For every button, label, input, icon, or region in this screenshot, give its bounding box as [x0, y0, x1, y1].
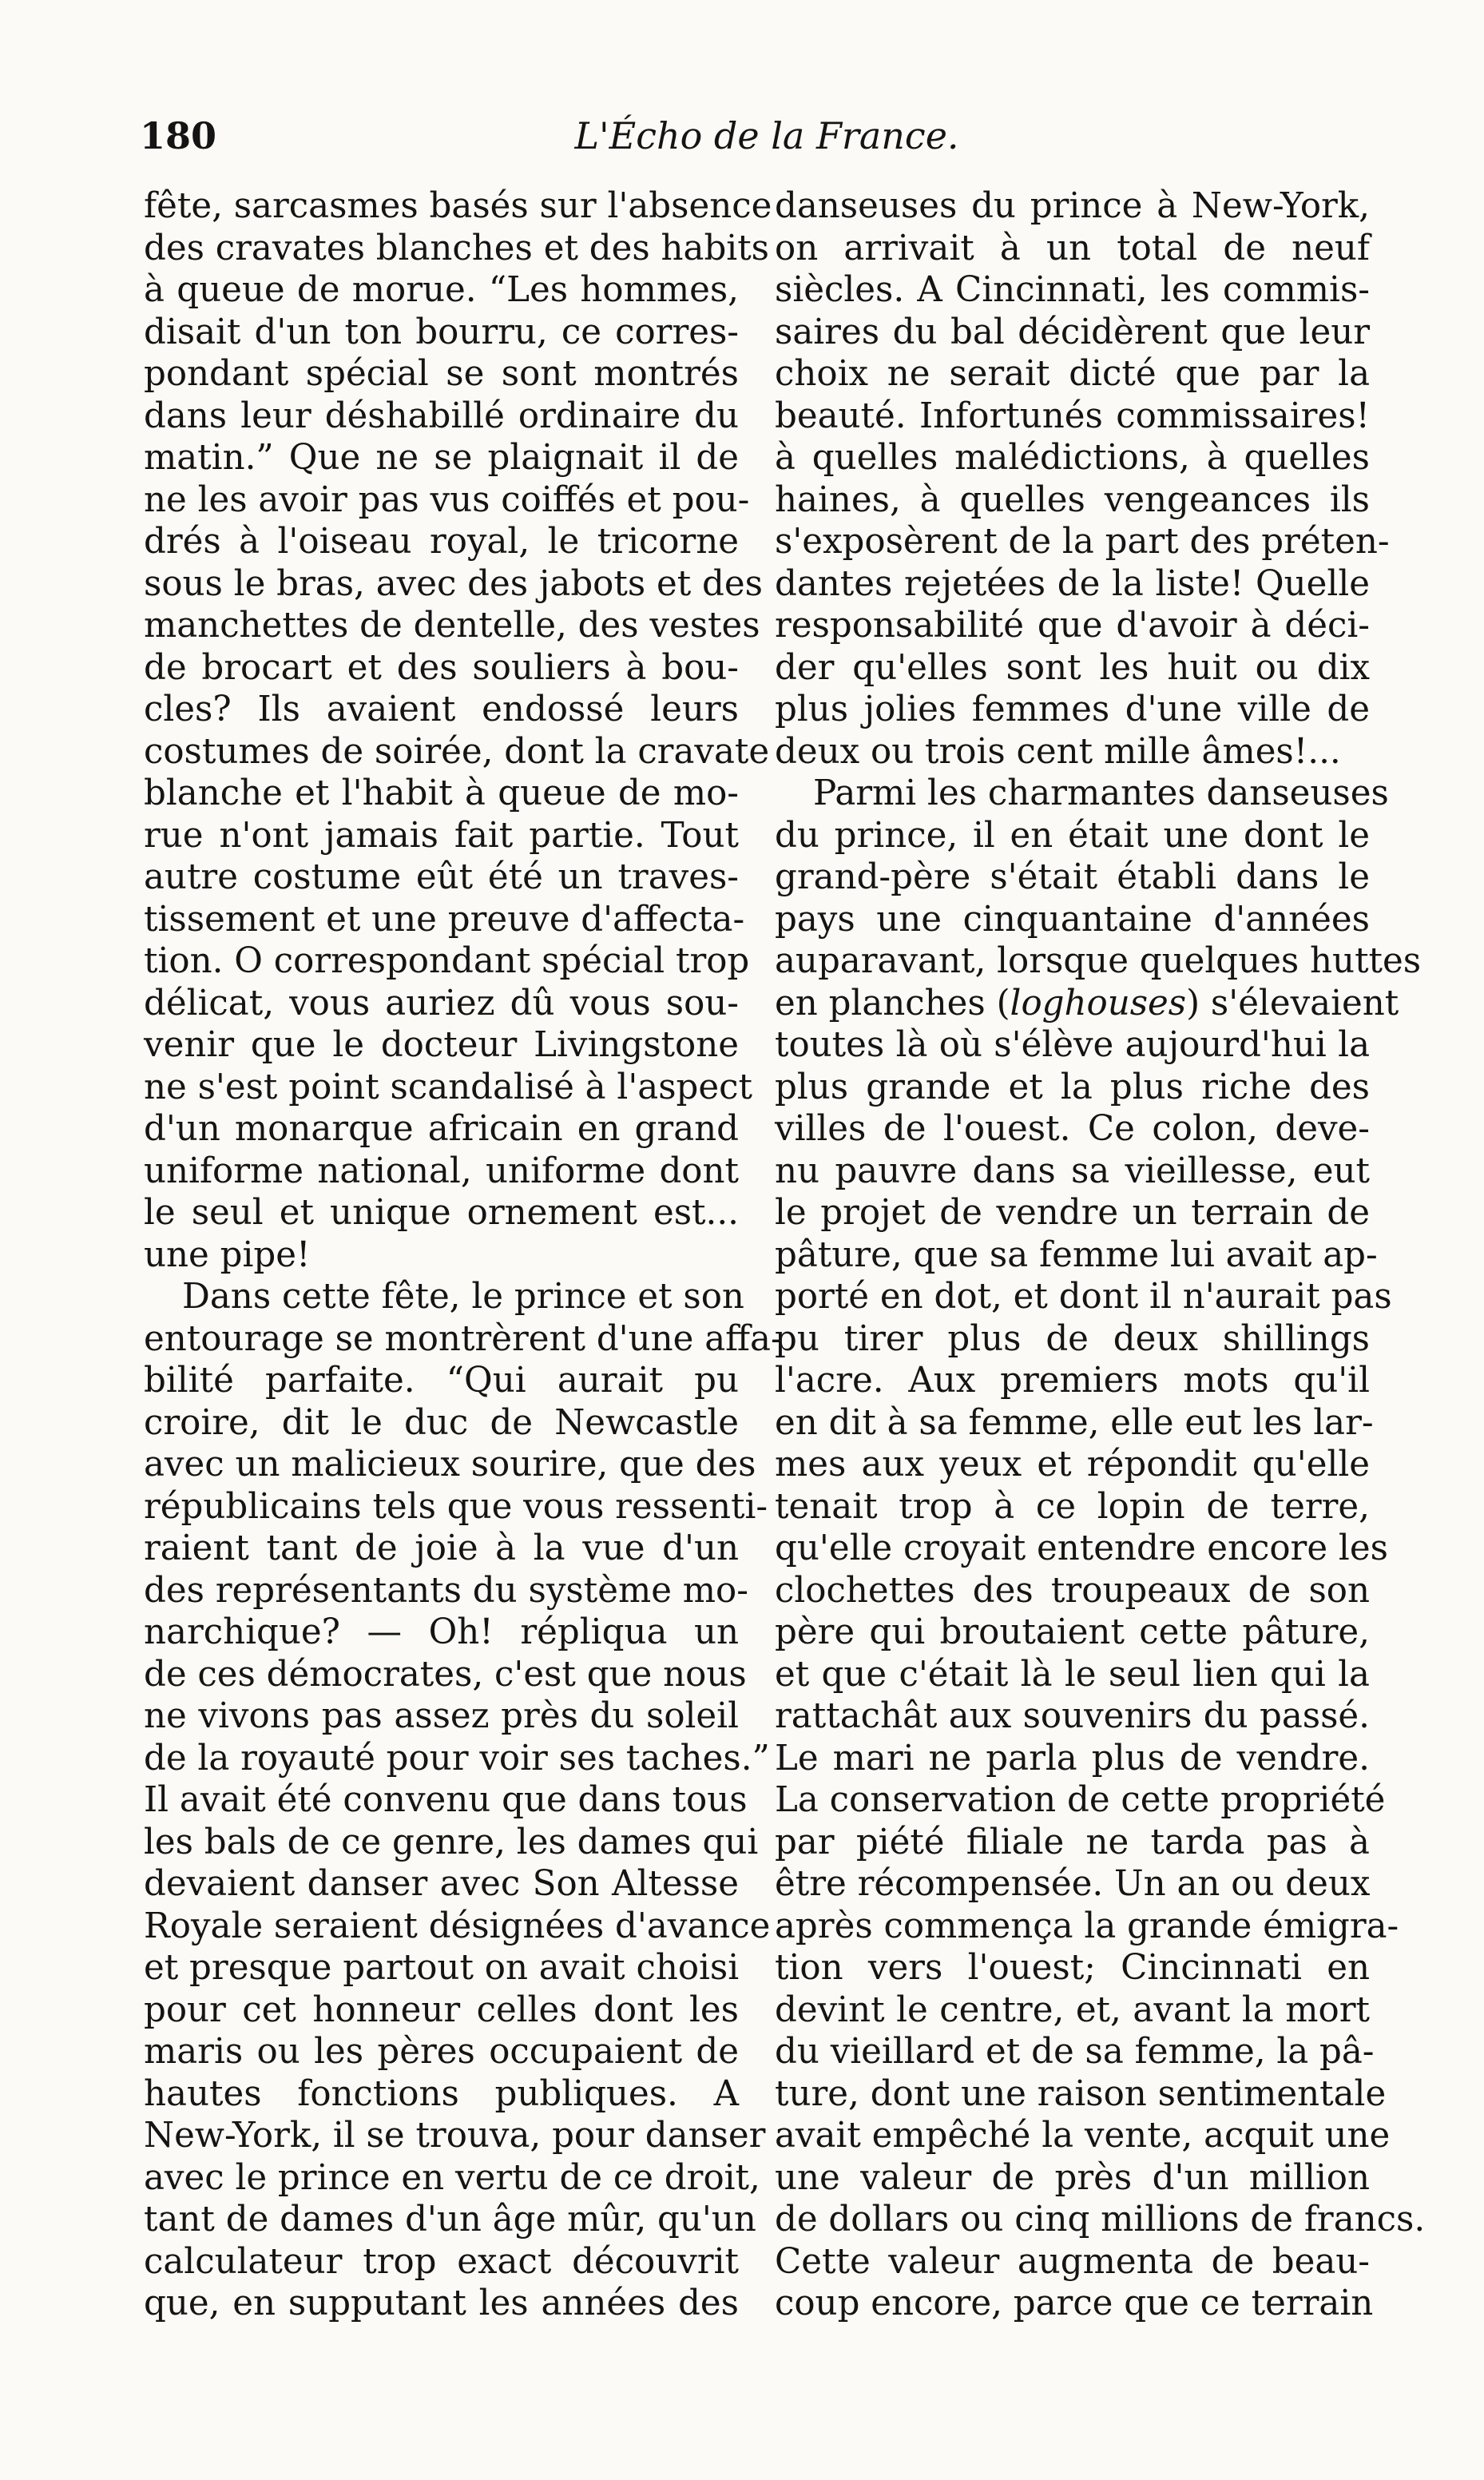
text-line: délicat, vous auriez dû vous sou- — [144, 983, 739, 1023]
text-line: que, en supputant les années des — [144, 2283, 739, 2323]
text-line: cles? Ils avaient endossé leurs — [144, 690, 739, 729]
text-line: der qu'elles sont les huit ou dix — [775, 647, 1370, 688]
text-line: rattachât aux souvenirs du passé. — [775, 1696, 1370, 1736]
text-line: bilité parfaite. “Qui aurait pu — [144, 1361, 739, 1401]
page-number: 180 — [140, 114, 217, 157]
text-line: matin.” Que ne se plaignait il de — [144, 438, 739, 478]
text-line: dans leur déshabillé ordinaire du — [144, 395, 739, 436]
text-line: dantes rejetées de la liste! Quelle — [775, 563, 1370, 604]
text-line: pondant spécial se sont montrés — [144, 354, 739, 394]
text-line: ne les avoir pas vus coiffés et pou- — [144, 479, 750, 520]
text-line: une valeur de près d'un million — [775, 2157, 1370, 2198]
text-line: après commença la grande émigra- — [775, 1906, 1399, 1946]
text-line: s'exposèrent de la part des préten- — [775, 522, 1390, 562]
text-line: danseuses du prince à New-York, — [775, 186, 1370, 226]
text-line: avec un malicieux sourire, que des — [144, 1445, 756, 1484]
text-line: tion. O correspondant spécial trop — [144, 941, 750, 981]
right-text-column — [775, 185, 1426, 2325]
text-line: toutes là où s'élève aujourd'hui la — [775, 1025, 1370, 1065]
text-line: le projet de vendre un terrain de — [775, 1193, 1370, 1233]
text-line: tissement et une preuve d'affecta- — [144, 899, 745, 940]
text-line: porté en dot, et dont il n'aurait pas — [775, 1277, 1392, 1317]
text-line: deux ou trois cent mille âmes!... — [775, 731, 1341, 772]
text-line: saires du bal décidèrent que leur — [775, 312, 1370, 352]
text-line: de ces démocrates, c'est que nous — [144, 1654, 747, 1695]
text-line: calculateur trop exact découvrit — [144, 2241, 739, 2282]
text-line: ne s'est point scandalisé à l'aspect — [144, 1067, 752, 1107]
text-line: en planches (loghouses) s'élevaient — [775, 983, 1399, 1023]
text-line: Royale seraient désignées d'avance — [144, 1906, 771, 1946]
text-line: pu tirer plus de deux shillings — [775, 1318, 1370, 1359]
text-line: père qui broutaient cette pâture, — [775, 1612, 1370, 1652]
text-line: La conservation de cette propriété — [775, 1780, 1386, 1820]
text-line: en dit à sa femme, elle eut les lar- — [775, 1402, 1374, 1443]
text-line: New-York, il se trouva, pour danser — [144, 2116, 766, 2156]
text-line: tant de dames d'un âge mûr, qu'un — [144, 2200, 756, 2240]
text-line: narchique? — Oh! répliqua un — [144, 1612, 739, 1652]
text-line: choix ne serait dicté que par la — [775, 354, 1370, 394]
text-line: Dans cette fête, le prince et son — [182, 1277, 744, 1317]
text-line: à quelles malédictions, à quelles — [775, 438, 1370, 478]
text-line: être récompensée. Un an ou deux — [775, 1864, 1371, 1904]
text-line: républicains tels que vous ressenti- — [144, 1486, 768, 1527]
page-header — [140, 112, 1394, 168]
text-line: des cravates blanches et des habits — [144, 228, 769, 268]
text-line: par piété filiale ne tarda pas à — [775, 1822, 1370, 1862]
text-line: fête, sarcasmes basés sur l'absence — [144, 186, 772, 226]
left-text-column — [144, 185, 783, 2325]
text-line: avec le prince en vertu de ce droit, — [144, 2157, 760, 2198]
text-line: auparavant, lorsque quelques huttes — [775, 941, 1422, 981]
text-line: devint le centre, et, avant la mort — [775, 1989, 1370, 2030]
text-line: du prince, il en était une dont le — [775, 815, 1370, 856]
text-line: autre costume eût été un traves- — [144, 857, 739, 897]
text-line: tion vers l'ouest; Cincinnati en — [775, 1948, 1370, 1988]
text-line: blanche et l'habit à queue de mo- — [144, 773, 739, 813]
text-line: grand-père s'était établi dans le — [775, 857, 1370, 897]
text-line: beauté. Infortunés commissaires! — [775, 395, 1370, 436]
text-line: mes aux yeux et répondit qu'elle — [775, 1445, 1370, 1484]
text-line: on arrivait à un total de neuf — [775, 228, 1370, 268]
text-line: clochettes des troupeaux de son — [775, 1570, 1370, 1611]
text-line: haines, à quelles vengeances ils — [775, 479, 1370, 520]
text-line: sous le bras, avec des jabots et des — [144, 563, 763, 604]
text-line: rue n'ont jamais fait partie. Tout — [144, 815, 739, 856]
text-line: Cette valeur augmenta de beau- — [775, 2241, 1370, 2282]
text-line: Parmi les charmantes danseuses — [813, 773, 1389, 813]
text-line: Il avait été convenu que dans tous — [144, 1780, 748, 1820]
text-line: venir que le docteur Livingstone — [144, 1025, 739, 1065]
text-line: drés à l'oiseau royal, le tricorne — [144, 522, 739, 562]
text-line: entourage se montrèrent d'une affa- — [144, 1318, 783, 1359]
text-line: costumes de soirée, dont la cravate — [144, 731, 770, 772]
text-line: de dollars ou cinq millions de francs. — [775, 2200, 1426, 2240]
text-line: de la royauté pour voir ses taches.” — [144, 1738, 770, 1779]
text-line: à queue de morue. “Les hommes, — [144, 270, 739, 310]
text-line: d'un monarque africain en grand — [144, 1109, 739, 1149]
text-line: manchettes de dentelle, des vestes — [144, 606, 760, 646]
text-line: villes de l'ouest. Ce colon, deve- — [775, 1109, 1370, 1149]
text-line: tenait trop à ce lopin de terre, — [775, 1486, 1370, 1527]
text-line: et presque partout on avait choisi — [144, 1948, 740, 1988]
text-line: plus jolies femmes d'une ville de — [775, 690, 1370, 729]
text-line: l'acre. Aux premiers mots qu'il — [775, 1361, 1370, 1401]
text-line: devaient danser avec Son Altesse — [144, 1864, 739, 1904]
text-line: uniforme national, uniforme dont — [144, 1151, 739, 1191]
text-line: pâture, que sa femme lui avait ap- — [775, 1234, 1378, 1275]
text-line: nu pauvre dans sa vieillesse, eut — [775, 1151, 1370, 1191]
text-line: une pipe! — [144, 1234, 311, 1275]
text-line: le seul et unique ornement est... — [144, 1193, 739, 1233]
text-line: qu'elle croyait entendre encore les — [775, 1528, 1388, 1568]
text-line: responsabilité que d'avoir à déci- — [775, 606, 1370, 646]
text-line: pour cet honneur celles dont les — [144, 1989, 739, 2030]
text-line: plus grande et la plus riche des — [775, 1067, 1370, 1107]
italic-term: loghouses — [1010, 983, 1187, 1023]
text-line: maris ou les pères occupaient de — [144, 2032, 739, 2072]
text-line: les bals de ce genre, les dames qui — [144, 1822, 759, 1862]
text-line: Le mari ne parla plus de vendre. — [775, 1738, 1370, 1779]
text-line: coup encore, parce que ce terrain — [775, 2283, 1374, 2323]
text-line: pays une cinquantaine d'années — [775, 899, 1370, 940]
text-line: siècles. A Cincinnati, les commis- — [775, 270, 1370, 310]
text-line: ture, dont une raison sentimentale — [775, 2073, 1387, 2114]
text-line: ne vivons pas assez près du soleil — [144, 1696, 739, 1736]
text-line: disait d'un ton bourru, ce corres- — [144, 312, 739, 352]
text-line: croire, dit le duc de Newcastle — [144, 1402, 739, 1443]
text-line: et que c'était là le seul lien qui la — [775, 1654, 1370, 1695]
text-line: avait empêché la vente, acquit une — [775, 2116, 1391, 2156]
running-title: L'Écho de la France. — [574, 114, 959, 157]
text-line: du vieillard et de sa femme, la pâ- — [775, 2032, 1375, 2072]
text-line: raient tant de joie à la vue d'un — [144, 1528, 739, 1568]
text-line: hautes fonctions publiques. A — [144, 2073, 739, 2114]
text-line: des représentants du système mo- — [144, 1570, 748, 1611]
text-line: de brocart et des souliers à bou- — [144, 647, 739, 688]
